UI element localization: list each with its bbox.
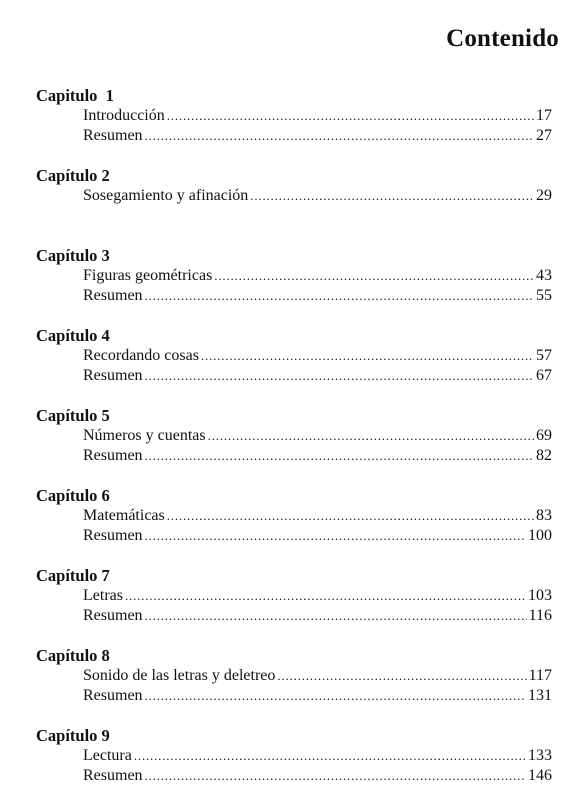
entry-label: Matemáticas — [83, 507, 165, 524]
dot-leader — [214, 266, 534, 286]
toc-entry[interactable] — [83, 366, 552, 386]
dot-leader — [145, 766, 526, 786]
entry-label: Resumen — [83, 367, 143, 384]
dot-leader — [167, 106, 534, 126]
entry-label: Figuras geométricas — [83, 267, 213, 284]
entry-page-number: 29 — [536, 187, 552, 204]
entry-page-number: 27 — [536, 127, 552, 144]
dot-leader — [250, 186, 534, 206]
toc-entry[interactable] — [83, 686, 552, 706]
chapter-heading: Capitulo 1 — [36, 86, 114, 105]
entry-label: Resumen — [83, 127, 143, 144]
dot-leader — [208, 426, 534, 446]
chapter-5 — [36, 406, 552, 486]
chapter-3 — [36, 246, 552, 326]
chapter-8 — [36, 646, 552, 726]
chapter-heading: Capítulo 2 — [36, 166, 110, 185]
entry-page-number: 116 — [528, 607, 552, 624]
dot-leader — [145, 286, 534, 306]
table-of-contents — [36, 86, 552, 806]
chapter-heading: Capítulo 3 — [36, 246, 110, 265]
chapter-heading: Capítulo 6 — [36, 486, 110, 505]
entry-label: Introducción — [83, 107, 165, 124]
toc-entry[interactable] — [83, 346, 552, 366]
chapter-2 — [36, 166, 552, 246]
toc-entry[interactable] — [83, 186, 552, 206]
toc-entry[interactable] — [83, 426, 552, 446]
entry-label: Letras — [83, 587, 123, 604]
entry-page-number: 117 — [528, 667, 552, 684]
chapter-heading: Capítulo 5 — [36, 406, 110, 425]
entry-label: Lectura — [83, 747, 132, 764]
entry-page-number: 131 — [528, 687, 552, 704]
dot-leader — [145, 686, 526, 706]
entry-label: Números y cuentas — [83, 427, 206, 444]
chapter-7 — [36, 566, 552, 646]
toc-entry[interactable] — [83, 526, 552, 546]
toc-entry[interactable] — [83, 286, 552, 306]
entry-page-number: 69 — [536, 427, 552, 444]
chapter-heading: Capítulo 8 — [36, 646, 110, 665]
entry-page-number: 17 — [536, 107, 552, 124]
entry-page-number: 146 — [528, 767, 552, 784]
entry-label: Resumen — [83, 687, 143, 704]
chapter-6 — [36, 486, 552, 566]
entry-label: Sosegamiento y afinación — [83, 187, 249, 204]
entry-page-number: 100 — [528, 527, 552, 544]
toc-entry[interactable] — [83, 766, 552, 786]
entry-page-number: 55 — [536, 287, 552, 304]
chapter-4 — [36, 326, 552, 406]
toc-entry[interactable] — [83, 446, 552, 466]
entry-page-number: 103 — [528, 587, 552, 604]
chapter-heading: Capítulo 9 — [36, 726, 110, 745]
chapter-9 — [36, 726, 552, 806]
toc-entry[interactable] — [83, 666, 552, 686]
toc-entry[interactable] — [83, 126, 552, 146]
entry-label: Recordando cosas — [83, 347, 199, 364]
entry-label: Sonido de las letras y deletreo — [83, 667, 276, 684]
toc-entry[interactable] — [83, 506, 552, 526]
dot-leader — [125, 586, 526, 606]
chapter-heading: Capítulo 7 — [36, 566, 110, 585]
page-title: Contenido — [446, 25, 559, 52]
toc-entry[interactable] — [83, 266, 552, 286]
entry-page-number: 43 — [536, 267, 552, 284]
entry-page-number: 133 — [528, 747, 552, 764]
toc-entry[interactable] — [83, 606, 552, 626]
toc-entry[interactable] — [83, 586, 552, 606]
toc-entry[interactable] — [83, 746, 552, 766]
dot-leader — [145, 126, 534, 146]
entry-label: Resumen — [83, 287, 143, 304]
entry-page-number: 83 — [536, 507, 552, 524]
dot-leader — [145, 526, 526, 546]
dot-leader — [145, 366, 534, 386]
dot-leader — [201, 346, 534, 366]
dot-leader — [145, 606, 527, 626]
entry-page-number: 82 — [536, 447, 552, 464]
toc-entry[interactable] — [83, 106, 552, 126]
dot-leader — [145, 446, 534, 466]
entry-page-number: 67 — [536, 367, 552, 384]
dot-leader — [167, 506, 534, 526]
dot-leader — [134, 746, 526, 766]
entry-label: Resumen — [83, 447, 143, 464]
chapter-1 — [36, 86, 552, 166]
chapter-heading: Capítulo 4 — [36, 326, 110, 345]
entry-label: Resumen — [83, 527, 143, 544]
entry-label: Resumen — [83, 607, 143, 624]
dot-leader — [277, 666, 526, 686]
entry-label: Resumen — [83, 767, 143, 784]
entry-page-number: 57 — [536, 347, 552, 364]
